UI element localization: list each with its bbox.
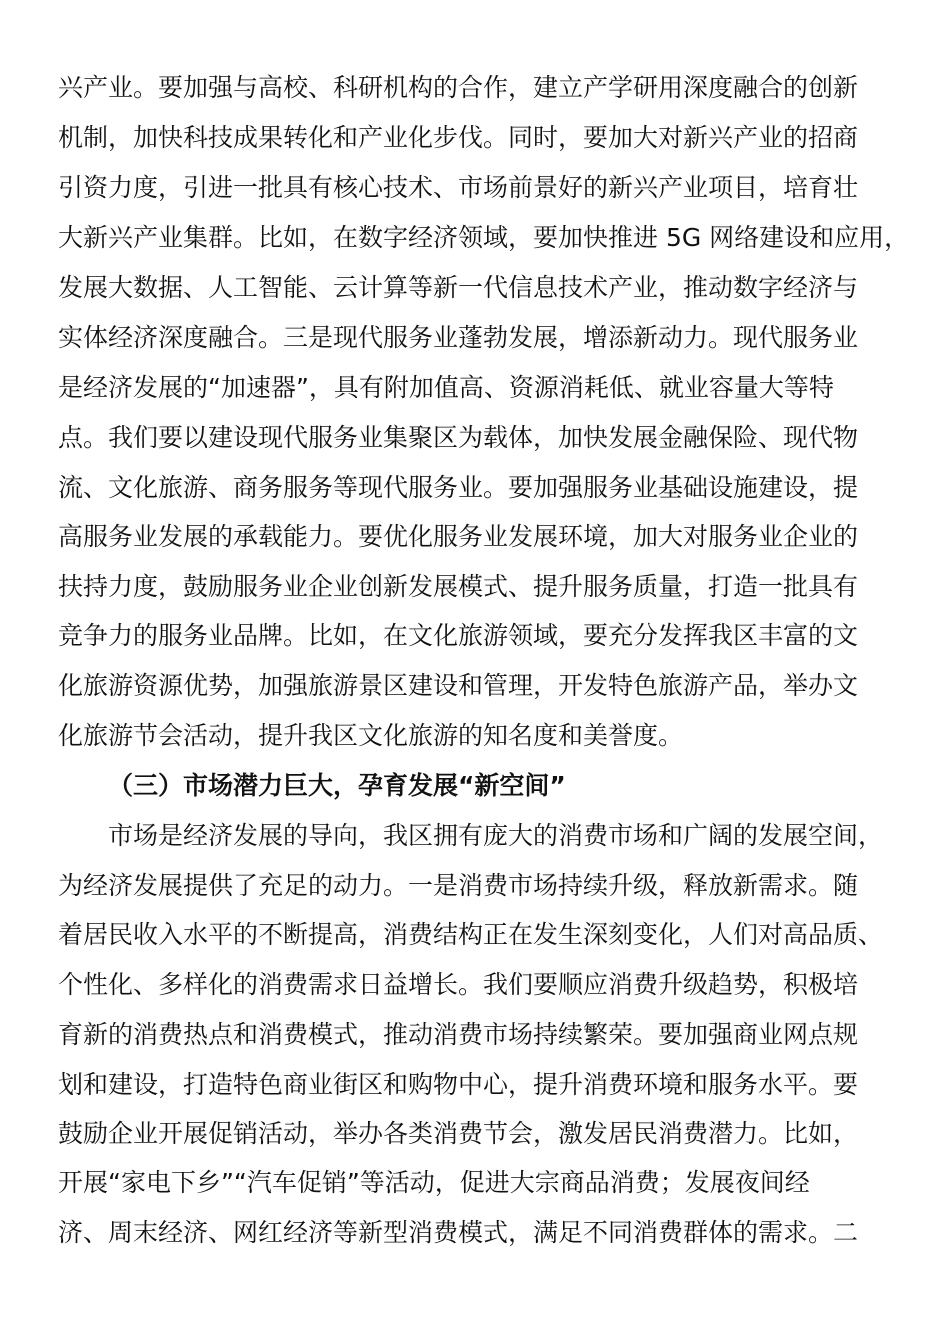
body-text-line: 高服务业发展的承载能力。要优化服务业发展环境，加大对服务业企业的 xyxy=(58,522,859,551)
body-text-line: 点。我们要以建设现代服务业集聚区为载体，加快发展金融保险、现代物 xyxy=(58,423,859,452)
body-text-line: 育新的消费热点和消费模式，推动消费市场持续繁荣。要加强商业网点规 xyxy=(58,1020,859,1049)
body-text-line: 鼓励企业开展促销活动，举办各类消费节会，激发居民消费潜力。比如， xyxy=(58,1119,859,1148)
body-text-line: 划和建设，打造特色商业街区和购物中心，提升消费环境和服务水平。要 xyxy=(58,1070,859,1099)
body-text-line: 为经济发展提供了充足的动力。一是消费市场持续升级，释放新需求。随 xyxy=(58,871,859,900)
section-heading: （三）市场潜力巨大，孕育发展“新空间” xyxy=(108,771,566,800)
body-text-line: 大新兴产业集群。比如，在数字经济领域，要加快推进 5G 网络建设和应用， xyxy=(58,223,910,252)
body-text-line: 扶持力度，鼓励服务业企业创新发展模式、提升服务质量，打造一批具有 xyxy=(58,572,859,601)
body-text-line: 化旅游资源优势，加强旅游景区建设和管理，开发特色旅游产品，举办文 xyxy=(58,671,859,700)
body-text-line: 着居民收入水平的不断提高，消费结构正在发生深刻变化，人们对高品质、 xyxy=(58,920,884,949)
body-text-line: 是经济发展的“加速器”，具有附加值高、资源消耗低、就业容量大等特 xyxy=(58,373,834,402)
body-text-line: 济、周末经济、网红经济等新型消费模式，满足不同消费群体的需求。二 xyxy=(58,1218,859,1247)
body-text-line: 兴产业。要加强与高校、科研机构的合作，建立产学研用深度融合的创新 xyxy=(58,73,859,102)
body-text-line: 市场是经济发展的导向，我区拥有庞大的消费市场和广阔的发展空间， xyxy=(108,821,884,850)
body-text-line: 发展大数据、人工智能、云计算等新一代信息技术产业，推动数字经济与 xyxy=(58,273,859,302)
body-text-line: 个性化、多样化的消费需求日益增长。我们要顺应消费升级趋势，积极培 xyxy=(58,970,859,999)
body-text-line: 竞争力的服务业品牌。比如，在文化旅游领域，要充分发挥我区丰富的文 xyxy=(58,621,859,650)
body-text-line: 开展“家电下乡”“汽车促销”等活动，促进大宗商品消费；发展夜间经 xyxy=(58,1168,810,1197)
body-text-line: 机制，加快科技成果转化和产业化步伐。同时，要加大对新兴产业的招商 xyxy=(58,123,859,152)
body-text-line: 化旅游节会活动，提升我区文化旅游的知名度和美誉度。 xyxy=(58,721,684,750)
body-text-line: 流、文化旅游、商务服务等现代服务业。要加强服务业基础设施建设，提 xyxy=(58,473,859,502)
body-text-line: 实体经济深度融合。三是现代服务业蓬勃发展，增添新动力。现代服务业 xyxy=(58,323,859,352)
body-text-line: 引资力度，引进一批具有核心技术、市场前景好的新兴产业项目，培育壮 xyxy=(58,173,859,202)
